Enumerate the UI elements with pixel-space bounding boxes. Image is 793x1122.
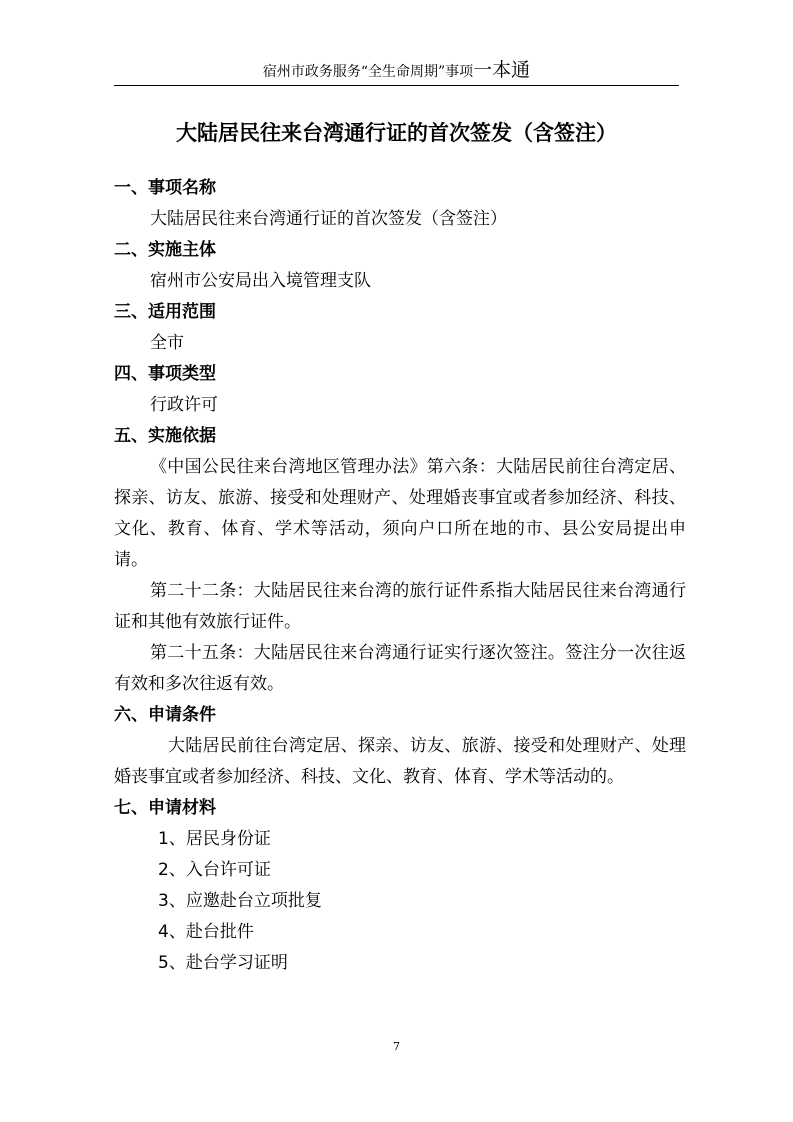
material-list-item: 5、赴台学习证明 [158,953,288,973]
header-text: 宿州市政务服务“全生命周期”事项 [262,64,474,80]
basis-paragraph: 第二十五条：大陆居民往来台湾通行证实行逐次签注。签注分一次往返有效和多次往返有效。 [114,643,686,694]
section-heading-materials: 七、申请材料 [114,798,216,818]
header-divider [114,85,679,86]
type-text: 行政许可 [150,395,218,415]
document-title: 大陆居民往来台湾通行证的首次签发（含签注） [176,121,617,145]
running-header [114,60,679,82]
basis-paragraph: 《中国公民往来台湾地区管理办法》第六条：大陆居民前往台湾定居、探亲、访友、旅游、接受和处理财产、处理婚丧事宜或者参加经济、科技、文化、教育、体育、学术等活动，须向户口所在地的市、县公安局提出申请。 [114,457,686,570]
section-heading-basis: 五、实施依据 [114,426,216,446]
material-list-item: 1、居民身份证 [158,829,271,849]
material-list-item: 4、赴台批件 [158,922,254,942]
material-list-item: 2、入台许可证 [158,860,271,880]
section-heading-item-name: 一、事项名称 [114,178,216,198]
scope-text: 全市 [150,333,184,353]
section-heading-scope: 三、适用范围 [114,302,216,322]
section-heading-type: 四、事项类型 [114,364,216,384]
header-tail-text: 一本通 [473,59,531,81]
section-heading-implementer: 二、实施主体 [114,240,216,260]
implementer-text: 宿州市公安局出入境管理支队 [150,271,371,291]
item-name-text: 大陆居民往来台湾通行证的首次签发（含签注） [150,209,507,229]
page-number: 7 [393,1040,400,1053]
section-heading-conditions: 六、申请条件 [114,705,216,725]
basis-paragraph: 第二十二条：大陆居民往来台湾的旅行证件系指大陆居民往来台湾通行证和其他有效旅行证件。 [114,581,686,632]
document-body [114,173,686,979]
conditions-text: 大陆居民前往台湾定居、探亲、访友、旅游、接受和处理财产、处理婚丧事宜或者参加经济、科技、文化、教育、体育、学术等活动的。 [114,736,686,787]
material-list-item: 3、应邀赴台立项批复 [158,891,322,911]
